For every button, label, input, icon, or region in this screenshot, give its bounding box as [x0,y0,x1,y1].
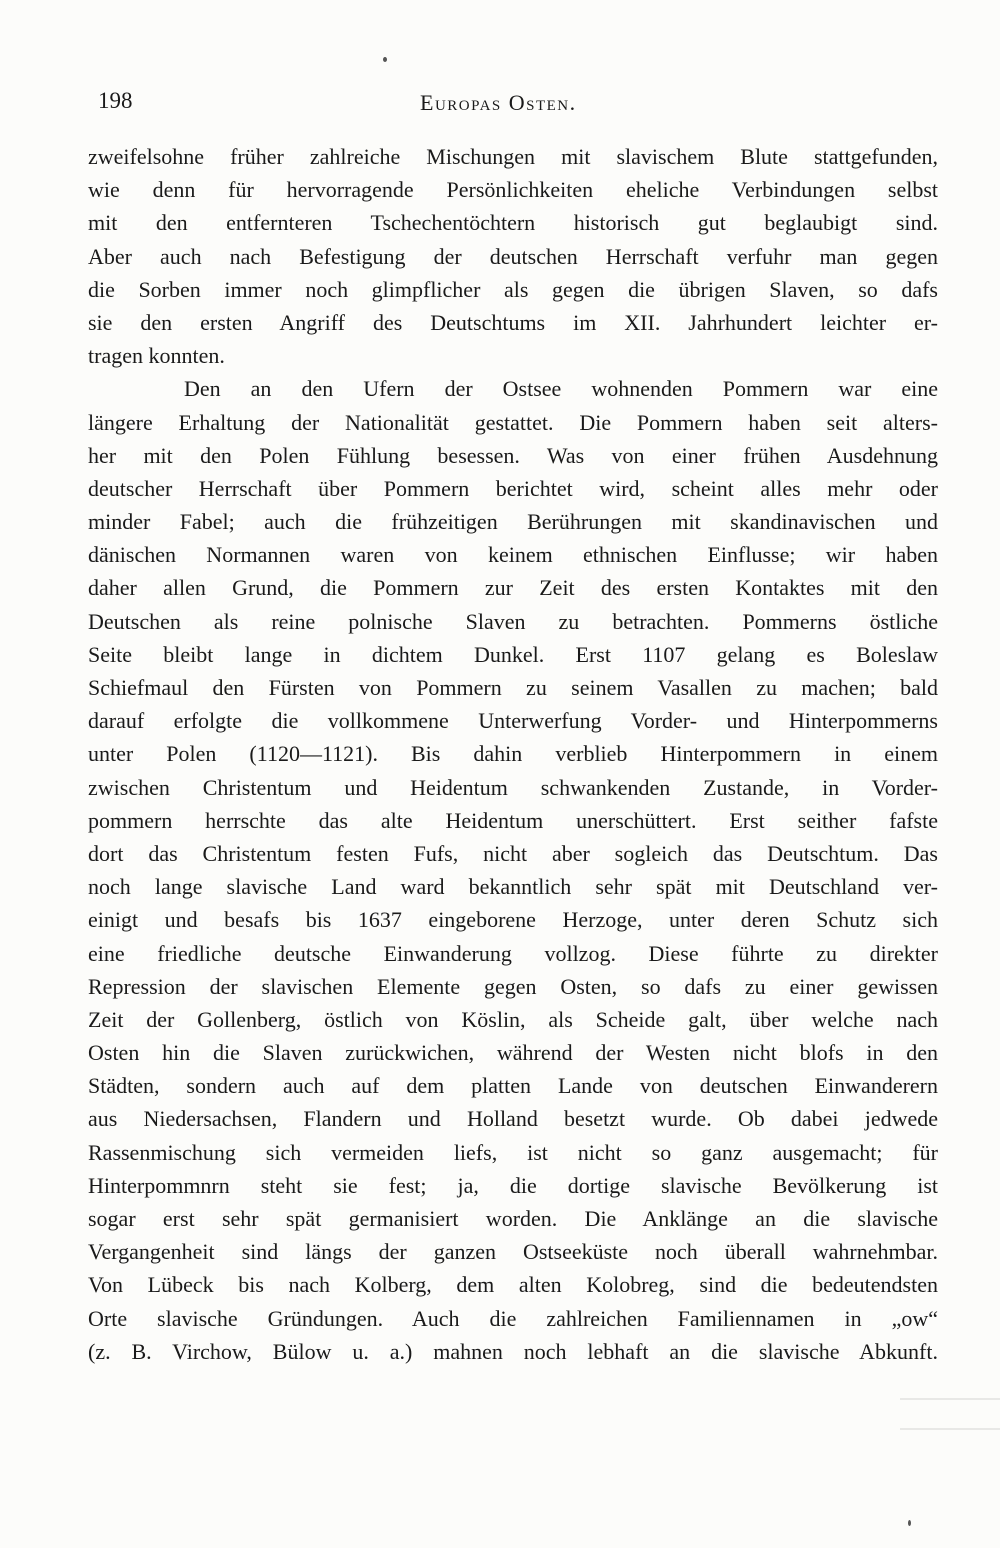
text-line: sogar erst sehr spät germanisiert worden. Die Anklänge an die slavische [88,1206,938,1231]
text-line: her mit den Polen Fühlung besessen. Was von einer frühen Ausdehnung [88,442,938,468]
ink-speck [383,57,387,62]
body-text [88,140,938,1368]
text-line: eine friedliche deutsche Einwanderung vollzog. Diese führte zu direkter [88,940,938,966]
text-line: deutscher Herrschaft über Pommern berichtet wird, scheint alles mehr oder [88,475,938,501]
text-line: Städten, sondern auch auf dem platten Lande von deutschen Einwanderern [88,1073,938,1099]
text-line: (z. B. Virchow, Bülow u. a.) mahnen noch lebhaft an die slavische Abkunft. [88,1338,938,1364]
text-line: tragen konnten. [88,343,225,369]
text-line: pommern herrschte das alte Heidentum unerschüttert. Erst seither fafste [88,807,938,833]
text-line: Hinterpommnrn steht sie fest; ja, die dortige slavische Bevölkerung ist [88,1172,938,1198]
text-line: dänischen Normannen waren von keinem ethnischen Einflusse; wir haben [88,542,938,568]
show-through-bleed [900,1370,1000,1430]
text-line: noch lange slavische Land ward bekanntlich sehr spät mit Deutschland ver- [88,874,938,900]
text-line: sie den ersten Angriff des Deutschtums im XII. Jahrhundert leichter er- [88,309,938,335]
text-line: Rassenmischung sich vermeiden liefs, ist nicht so ganz ausgemacht; für [88,1139,938,1165]
ink-speck [908,1520,911,1526]
text-line: zwischen Christentum und Heidentum schwankenden Zustande, in Vorder- [88,774,938,800]
text-line: zweifelsohne früher zahlreiche Mischungen mit slavischem Blute stattgefunden, [88,144,938,169]
text-line: einigt und besafs bis 1637 eingeborene Herzoge, unter deren Schutz sich [88,907,938,933]
text-line: darauf erfolgte die vollkommene Unterwerfung Vorder- und Hinterpommerns [88,708,938,734]
text-line: Aber auch nach Befestigung der deutschen Herrschaft verfuhr man gegen [88,243,938,269]
text-line: Vergangenheit sind längs der ganzen Ostseeküste noch überall wahrnehmbar. [88,1239,938,1265]
text-line: aus Niedersachsen, Flandern und Holland besetzt wurde. Ob dabei jedwede [88,1106,938,1132]
text-line: Von Lübeck bis nach Kolberg, dem alten Kolobreg, sind die bedeutendsten [88,1272,938,1298]
text-line: die Sorben immer noch glimpflicher als gegen die übrigen Slaven, so dafs [88,276,938,302]
text-line: wie denn für hervorragende Persönlichkeiten eheliche Verbindungen selbst [88,177,938,203]
running-title: Europas Osten. [420,90,577,115]
text-line: mit den entfernteren Tschechentöchtern historisch gut beglaubigt sind. [88,210,938,236]
text-line: daher allen Grund, die Pommern zur Zeit des ersten Kontaktes mit den [88,575,938,601]
text-line: Schiefmaul den Fürsten von Pommern zu seinem Vasallen zu machen; bald [88,675,938,700]
running-head [98,88,940,122]
text-line-paragraph-start: Den an den Ufern der Ostsee wohnenden Pommern war eine [184,376,938,402]
text-line: Zeit der Gollenberg, östlich von Köslin, als Scheide galt, über welche nach [88,1006,938,1032]
text-line: Orte slavische Gründungen. Auch die zahlreichen Familiennamen in „ow“ [88,1305,938,1331]
text-line: unter Polen (1120—1121). Bis dahin verblieb Hinterpommern in einem [88,741,938,767]
text-line: Deutschen als reine polnische Slaven zu betrachten. Pommerns östliche [88,608,938,634]
text-line: minder Fabel; auch die frühzeitigen Berührungen mit skandinavischen und [88,509,938,535]
text-line: dort das Christentum festen Fufs, nicht aber sogleich das Deutschtum. Das [88,840,938,866]
text-line: Repression der slavischen Elemente gegen Osten, so dafs zu einer gewissen [88,973,938,999]
text-line: Seite bleibt lange in dichtem Dunkel. Erst 1107 gelang es Boleslaw [88,641,938,667]
text-line: längere Erhaltung der Nationalität gestattet. Die Pommern haben seit alters- [88,409,938,435]
text-line: Osten hin die Slaven zurückwichen, während der Westen nicht blofs in den [88,1040,938,1066]
page-number: 198 [98,88,133,113]
